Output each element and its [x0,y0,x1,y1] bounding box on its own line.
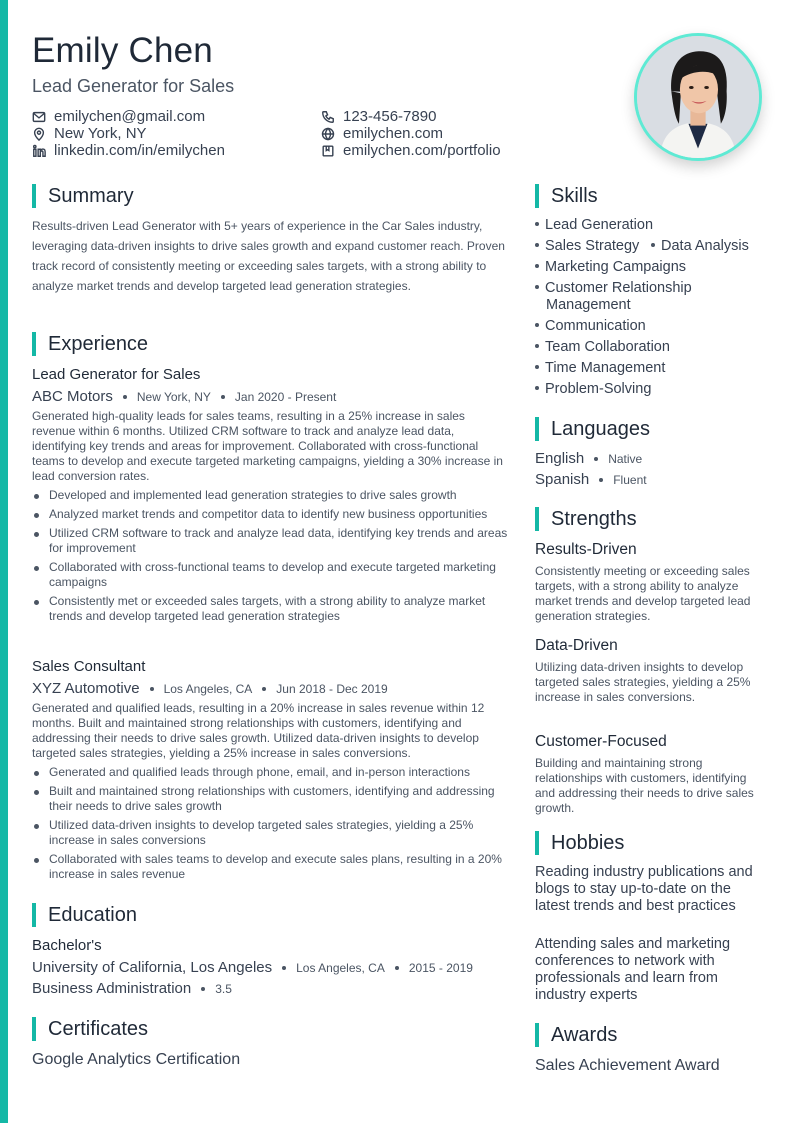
mail-icon [32,110,46,124]
education-gpa: 3.5 [215,981,232,996]
certificates-heading [32,1017,148,1041]
education-field-row [32,980,232,997]
list-item: Utilized CRM software to track and analyze lead data, identifying key trends and areas for improvement [32,526,512,556]
education-meta [32,959,473,976]
strength-title: Data-Driven [535,637,618,654]
summary-heading-text: Summary [48,184,134,207]
skill-item: Data Analysis [651,238,749,255]
skill-item: Customer Relationship Management [535,280,715,314]
job-bullets [32,765,512,886]
job-company: ABC Motors [32,388,113,405]
list-item: Analyzed market trends and competitor data to identify new business opportunities [32,507,512,522]
skills-heading-text: Skills [551,184,598,207]
avatar [637,36,759,158]
language-item [535,450,642,467]
candidate-title: Lead Generator for Sales [32,76,235,96]
portfolio-icon [321,144,335,158]
job-role: Sales Consultant [32,658,146,675]
header [32,30,592,97]
job-meta [32,680,388,697]
experience-heading-text: Experience [48,332,149,355]
certificates-heading-text: Certificates [48,1017,149,1040]
education-field: Business Administration [32,980,192,997]
job-dates: Jan 2020 - Present [234,389,337,404]
list-item: Collaborated with sales teams to develop and execute sales plans, resulting in a 20% increase in sales revenue [32,852,512,882]
hobby-item: Attending sales and marketing conferences to network with professionals and learn from industry experts [535,936,731,1003]
job-company: XYZ Automotive [32,680,140,697]
skill-item: Sales Strategy [535,238,639,255]
job-location: Los Angeles, CA [163,681,253,696]
skill-item: Marketing Campaigns [535,259,686,276]
contact-linkedin[interactable] [32,142,225,159]
job-role: Lead Generator for Sales [32,366,201,383]
accent-bar [0,0,8,1123]
candidate-name: Emily Chen [32,31,213,70]
job-dates: Jun 2018 - Dec 2019 [276,681,388,696]
job-location: New York, NY [136,389,211,404]
heading-accent [535,184,539,208]
linkedin-text: linkedin.com/in/emilychen [54,142,225,159]
contact-portfolio[interactable] [321,142,501,159]
contact-phone[interactable] [321,108,436,125]
hobbies-heading [535,831,624,855]
job-description: Generated high-quality leads for sales teams, resulting in a 25% increase in sales revenue within 6 months. Utilized CRM software to track and analyze lead data, identifying key trends and areas for improvement. Collaborated with cross-functional teams to develop and execute targeted marketing campaigns, yielding a 30% increase in lead conversion rates. [32,409,503,483]
certificate-item: Google Analytics Certification [32,1051,241,1068]
strength-text: Consistently meeting or exceeding sales targets, with a strong ability to analyze market trends and develop targeted lead generation strategies. [535,564,751,623]
strengths-heading-text: Strengths [551,507,637,530]
globe-icon [321,127,335,141]
heading-accent [535,831,539,855]
location-text: New York, NY [54,125,147,142]
education-heading-text: Education [48,903,137,926]
linkedin-icon [32,144,46,158]
heading-accent [32,903,36,927]
email-text: emilychen@gmail.com [54,108,206,125]
list-item: Generated and qualified leads through phone, email, and in-person interactions [32,765,512,780]
phone-icon [321,110,335,124]
phone-text: 123-456-7890 [343,108,437,125]
skill-item: Problem-Solving [535,381,651,398]
skill-item: Time Management [535,360,665,377]
languages-heading [535,417,650,441]
website-text: emilychen.com [343,125,444,142]
job-meta [32,388,336,405]
strength-text: Building and maintaining strong relationships with customers, identifying and addressing their needs to drive sales growth. [535,756,754,815]
skills-heading [535,184,598,208]
experience-heading [32,332,148,356]
education-dates: 2015 - 2019 [408,960,473,975]
heading-accent [32,1017,36,1041]
strengths-heading [535,507,637,531]
profile-photo [634,33,762,161]
skill-item: Lead Generation [535,217,653,234]
strength-title: Customer-Focused [535,733,667,750]
strength-text: Utilizing data-driven insights to develop targeted sales strategies, yielding a 25% increase in sales conversions. [535,660,751,704]
award-item: Sales Achievement Award [535,1057,720,1074]
job-description: Generated and qualified leads, resulting in a 20% increase in sales revenue within 12 months. Built and maintained strong relationships with customers, identifying and addressing their needs to drive sales growth. Utilized data-driven insights to develop targeted sales strategies, yielding a 25% increase in sales conversions. [32,701,485,760]
languages-heading-text: Languages [551,417,650,440]
summary-text: Results-driven Lead Generator with 5+ years of experience in the Car Sales industry, leveraging data-driven insights to drive sales growth and expand customer reach. Proven track record of consistently meeting or exceeding sales targets, with a strong ability to analyze market trends and develop targeted lead generation strategies. [32,219,505,293]
heading-accent [32,184,36,208]
portfolio-text: emilychen.com/portfolio [343,142,501,159]
hobby-item: Reading industry publications and blogs to stay up-to-date on the latest trends and best practices [535,864,753,914]
list-item: Utilized data-driven insights to develop targeted sales strategies, yielding a 25% increase in sales conversions [32,818,512,848]
language-level: Native [608,451,643,466]
language-item [535,471,647,488]
list-item: Consistently met or exceeded sales targets, with a strong ability to analyze market trends and develop targeted lead generation strategies [32,594,512,624]
contact-location [32,125,147,142]
heading-accent [535,417,539,441]
hobbies-heading-text: Hobbies [551,831,625,854]
job-bullets [32,488,512,628]
strength-title: Results-Driven [535,541,637,558]
language-name: Spanish [535,471,590,488]
language-level: Fluent [613,472,647,487]
education-heading [32,903,137,927]
heading-accent [32,332,36,356]
education-degree: Bachelor's [32,937,102,954]
awards-heading-text: Awards [551,1023,618,1046]
list-item: Collaborated with cross-functional teams to develop and execute targeted marketing campaigns [32,560,512,590]
education-location: Los Angeles, CA [296,960,385,975]
skill-item: Team Collaboration [535,339,670,356]
skill-item: Communication [535,318,646,335]
map-pin-icon [32,127,46,141]
awards-heading [535,1023,617,1047]
language-name: English [535,450,585,467]
list-item: Developed and implemented lead generation strategies to drive sales growth [32,488,512,503]
education-school: University of California, Los Angeles [32,959,273,976]
list-item: Built and maintained strong relationships with customers, identifying and addressing their needs to drive sales growth [32,784,512,814]
contact-website[interactable] [321,125,443,142]
heading-accent [535,507,539,531]
summary-heading [32,184,134,208]
contact-email[interactable] [32,108,205,125]
heading-accent [535,1023,539,1047]
